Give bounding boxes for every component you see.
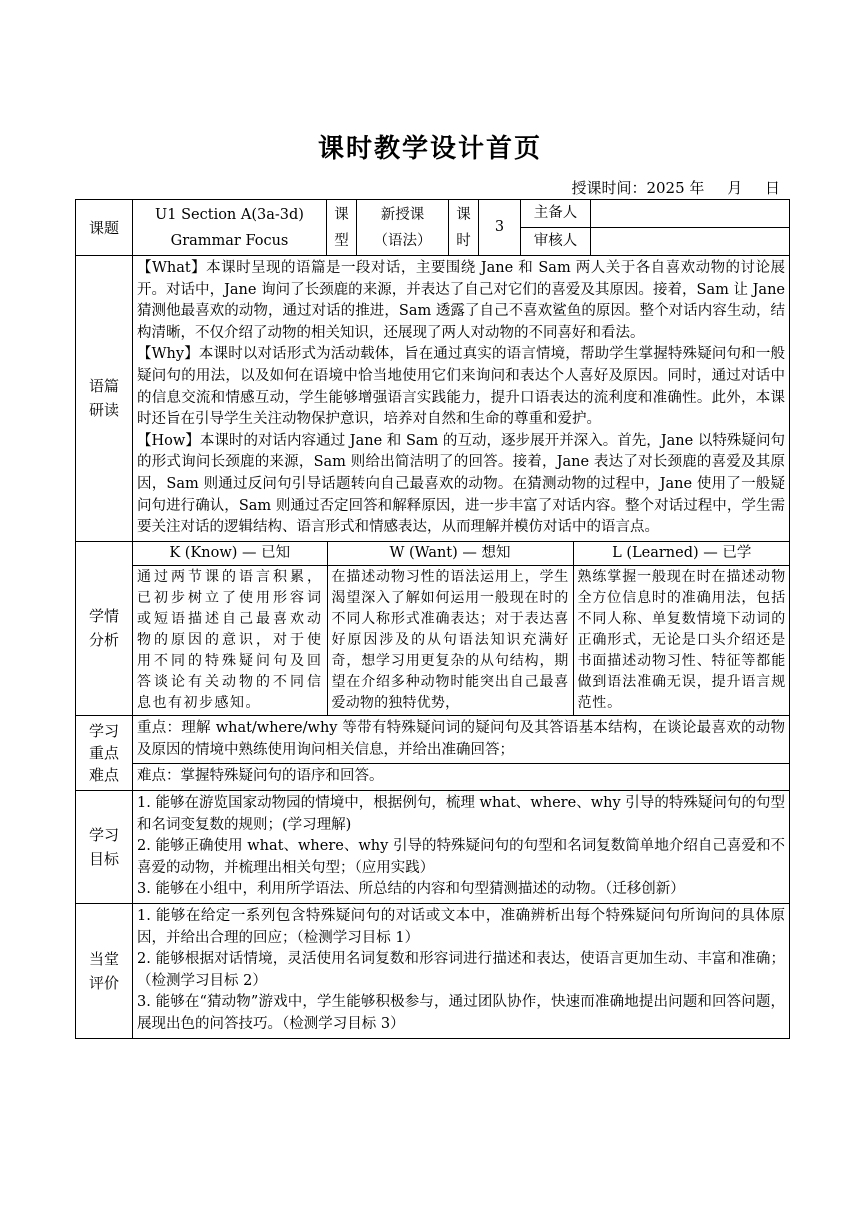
w-text: 在描述动物习性的语法运用上，学生渴望深入了解如何运用一般现在时的不同人称形式准确表达；对于表达喜好原因涉及的从句语法知识充满好奇，想学习用更复杂的从句结构，期望在介绍多种动物时能突出自己最喜爱动物的独特优势， bbox=[327, 566, 573, 716]
kwl-table bbox=[133, 542, 790, 716]
assessment-label bbox=[76, 903, 133, 1038]
period-value: 3 bbox=[479, 200, 521, 256]
k-header: K (Know) — 已知 bbox=[133, 542, 327, 566]
objectives-label-2: 目标 bbox=[88, 849, 119, 868]
type-value-1: 新授课 bbox=[380, 206, 425, 223]
learners-label-1: 学情 bbox=[88, 607, 119, 626]
lesson-date bbox=[565, 177, 780, 198]
w-header: W (Want) — 想知 bbox=[327, 542, 573, 566]
analysis-label-1: 语篇 bbox=[88, 377, 119, 396]
k-text: 通过两节课的语言积累，已初步树立了使用形容词或短语描述自己最喜欢动物的原因的意识，对于使用不同的特殊疑问句及回答谈论有关动物的不同信息也有初步感知。 bbox=[133, 566, 327, 716]
objective-item: 3. 能够在小组中，利用所学语法、所总结的内容和句型猜测描述的动物。（迁移创新） bbox=[137, 881, 685, 898]
keypoints-difficulty: 难点：掌握特殊疑问句的语序和回答。 bbox=[133, 764, 790, 791]
analysis-label-2: 研读 bbox=[88, 401, 119, 420]
objective-item: 1. 能够在游览国家动物园的情境中，根据例句，梳理 what、where、why 引导的特殊疑问句的句型和名词变复数的规则；(学习理解) bbox=[137, 795, 785, 833]
objective-item: 2. 能够正确使用 what、where、why 引导的特殊疑问句的句型和名词复数简单地介绍自己喜爱和不喜爱的动物，并梳理出相关句型；（应用实践） bbox=[137, 838, 785, 876]
topic-label: 课题 bbox=[76, 200, 133, 256]
analysis-what: 【What】本课时呈现的语篇是一段对话，主要围绕 Jane 和 Sam 两人关于各自喜欢动物的讨论展开。对话中，Jane 询问了长颈鹿的来源，并表达了自己对它们的喜爱及其原因。接着，Sam 让 Jane 猜测他最喜欢的动物，通过对话的推进，Sam 透露了自己不喜欢鲨鱼的原因。整个对话内容生动，结构清晰，不仅介绍了动物的相关知识，还展现了两人对动物的不同喜好和看法。 bbox=[137, 260, 785, 341]
reviewer-label: 审核人 bbox=[521, 228, 591, 256]
preparer-value[interactable] bbox=[591, 200, 790, 228]
topic-line-2: Grammar Focus bbox=[170, 232, 289, 249]
objectives-label bbox=[76, 791, 133, 904]
type-value-2: （语法） bbox=[373, 232, 432, 249]
reviewer-value[interactable] bbox=[591, 228, 790, 256]
keypoints-focus: 重点：理解 what/where/why 等带有特殊疑问词的疑问句及其答语基本结构，在谈论最喜欢的动物及原因的情境中熟练使用询问相关信息，并给出准确回答； bbox=[133, 716, 790, 764]
period-label bbox=[449, 200, 479, 256]
l-header: L (Learned) — 已学 bbox=[573, 542, 790, 566]
learners-label-2: 分析 bbox=[88, 631, 119, 650]
period-label-1: 课 bbox=[456, 206, 471, 223]
type-label-1: 课 bbox=[334, 206, 349, 223]
type-value bbox=[357, 200, 449, 256]
topic-value bbox=[133, 200, 327, 256]
keypoints-label-2: 重点 bbox=[88, 744, 119, 763]
assessment-item: 1. 能够在给定一系列包含特殊疑问句的对话或文本中，准确辨析出每个特殊疑问句所询问的具体原因，并给出合理的回应；（检测学习目标 1） bbox=[137, 907, 785, 946]
analysis-why: 【Why】本课时以对话形式为活动载体，旨在通过真实的语言情境，帮助学生掌握特殊疑问句和一般疑问句的用法，以及如何在语境中恰当地使用它们来询问和表达个人喜好及原因。同时，通过对话中的信息交流和情感互动，学生能够增强语言实践能力，提升口语表达的流利度和准确性。此外，本课时还旨在引导学生关注动物保护意识，培养对自然和生命的尊重和爱护。 bbox=[137, 346, 785, 428]
kwl-container bbox=[133, 541, 790, 716]
keypoints-label bbox=[76, 716, 133, 791]
analysis-content bbox=[133, 256, 790, 542]
lesson-design-table bbox=[75, 199, 790, 1039]
type-label bbox=[327, 200, 357, 256]
objectives-content bbox=[133, 791, 790, 904]
l-text: 熟练掌握一般现在时在描述动物全方位信息时的准确用法，包括不同人称、单复数情境下动词的正确形式，无论是口头介绍还是书面描述动物习性、特征等都能做到语法准确无误，提升语言规范性。 bbox=[573, 566, 790, 716]
page-title: 课时教学设计首页 bbox=[317, 134, 542, 164]
date-day: 日 bbox=[764, 179, 780, 197]
period-label-2: 时 bbox=[456, 232, 471, 249]
assessment-item: 2. 能够根据对话情境，灵活使用名词复数和形容词进行描述和表达，使语言更加生动、丰富和准确；（检测学习目标 2） bbox=[137, 951, 785, 989]
assessment-content bbox=[133, 903, 790, 1038]
topic-line-1: U1 Section A(3a-3d) bbox=[155, 206, 304, 223]
keypoints-label-1: 学习 bbox=[88, 722, 119, 741]
analysis-how: 【How】本课时的对话内容通过 Jane 和 Sam 的互动，逐步展开并深入。首先，Jane 以特殊疑问句的形式询问长颈鹿的来源，Sam 则给出简洁明了的回答。接着，Jane 表达了对长颈鹿的喜爱及其原因，Sam 则通过反问句引导话题转向自己最喜欢的动物。在猜测动物的过程中，Jane 使用了一般疑问句进行确认，Sam 则通过否定回答和解释原因，进一步丰富了对话内容。整个对话过程中，学生需要关注对话的逻辑结构、语言形式和情感表达，从而理解并模仿对话中的语言点。 bbox=[137, 432, 785, 536]
learners-label bbox=[76, 541, 133, 716]
analysis-label bbox=[76, 256, 133, 542]
assessment-label-2: 评价 bbox=[88, 973, 119, 992]
date-label: 授课时间：2025 年 bbox=[571, 179, 705, 197]
preparer-label: 主备人 bbox=[521, 200, 591, 228]
assessment-item: 3. 能够在“猜动物”游戏中，学生能够积极参与，通过团队协作，快速而准确地提出问题和回答问题，展现出色的问答技巧。（检测学习目标 3） bbox=[137, 994, 785, 1032]
objectives-label-1: 学习 bbox=[88, 825, 119, 844]
date-month: 月 bbox=[727, 179, 743, 197]
type-label-2: 型 bbox=[334, 232, 349, 249]
assessment-label-1: 当堂 bbox=[88, 949, 119, 968]
keypoints-label-3: 难点 bbox=[88, 766, 119, 785]
